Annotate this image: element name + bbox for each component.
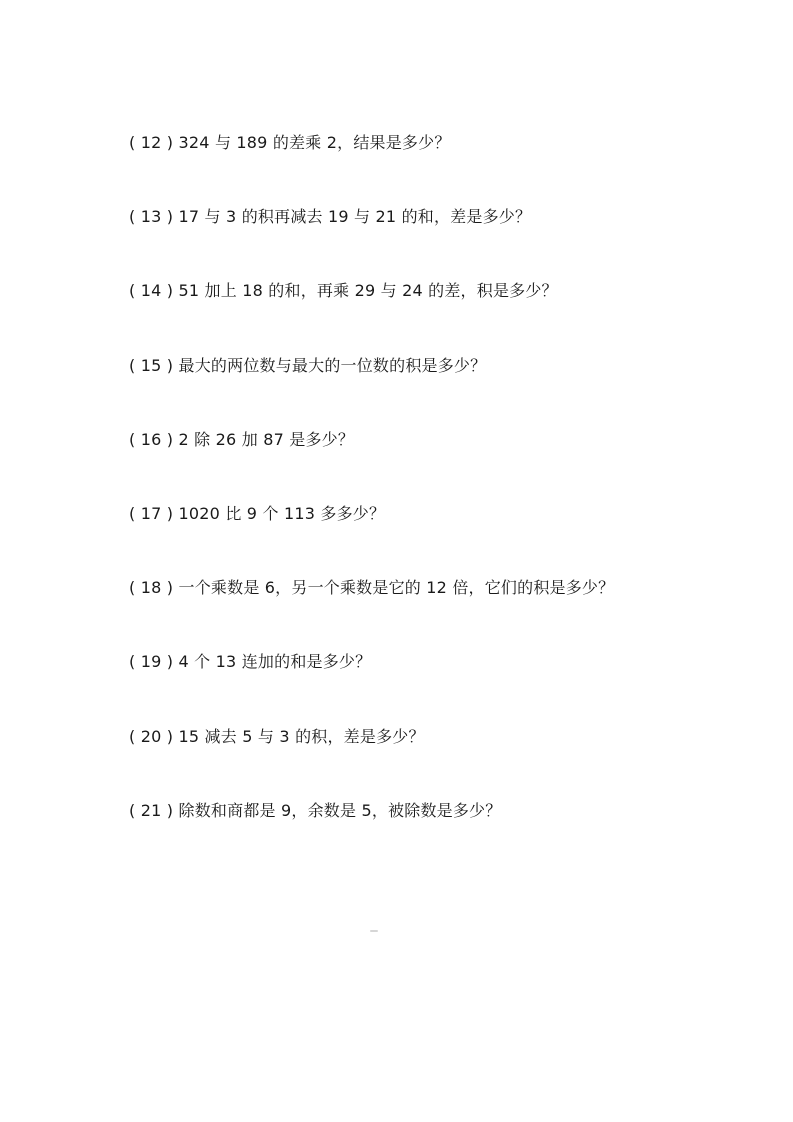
question-item	[129, 280, 749, 354]
question-text: 最大的两位数与最大的一位数的积是多少？	[178, 355, 487, 375]
question-text: 51 加上 18 的和，再乘 29 与 24 的差，积是多少？	[178, 281, 558, 301]
question-item	[129, 726, 749, 800]
question-text: 2 除 26 加 87 是多少？	[178, 429, 355, 449]
question-text: 1020 比 9 个 113 多多少？	[178, 503, 386, 523]
question-item	[129, 355, 749, 429]
question-item	[129, 651, 749, 725]
question-number: ( 12 )	[129, 133, 174, 152]
question-list	[129, 132, 749, 874]
question-item	[129, 429, 749, 503]
question-item	[129, 503, 749, 577]
question-number: ( 15 )	[129, 355, 174, 375]
question-number: ( 18 )	[129, 578, 174, 598]
question-item	[129, 206, 749, 280]
question-item	[129, 132, 749, 206]
question-text: 17 与 3 的积再减去 19 与 21 的和，差是多少？	[178, 207, 532, 227]
question-number: ( 19 )	[129, 652, 174, 672]
question-number: ( 14 )	[129, 281, 174, 301]
question-text: 4 个 13 连加的和是多少？	[178, 652, 372, 672]
scan-speck	[370, 930, 378, 932]
question-text: 一个乘数是 6，另一个乘数是它的 12 倍，它们的积是多少？	[178, 578, 615, 598]
question-number: ( 17 )	[129, 503, 174, 523]
question-number: ( 13 )	[129, 207, 174, 227]
question-item	[129, 800, 749, 874]
question-text: 324 与 189 的差乘 2，结果是多少？	[178, 133, 451, 152]
question-item	[129, 577, 749, 651]
question-number: ( 21 )	[129, 800, 174, 820]
question-number: ( 16 )	[129, 429, 174, 449]
question-text: 除数和商都是 9，余数是 5，被除数是多少？	[178, 800, 502, 820]
question-text: 15 减去 5 与 3 的积，差是多少？	[178, 726, 425, 746]
question-number: ( 20 )	[129, 726, 174, 746]
